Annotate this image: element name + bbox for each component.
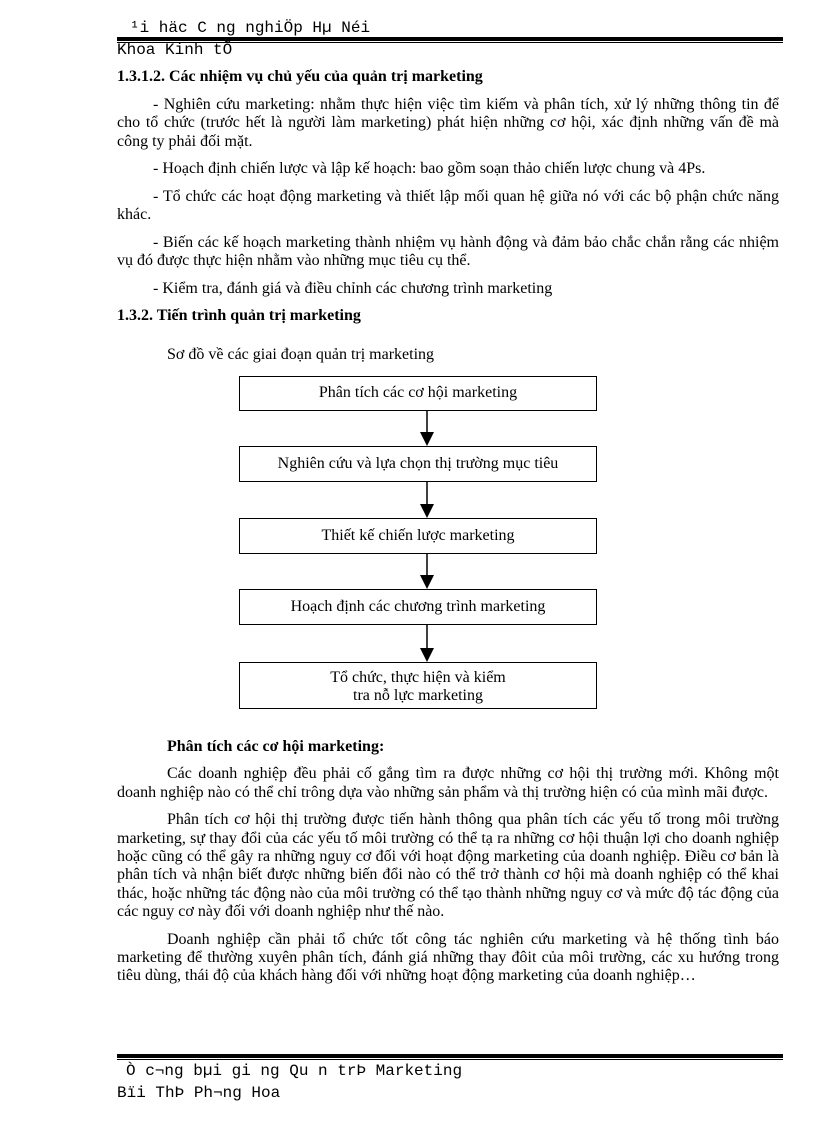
header-university: ¹i häc C ng nghiÖp Hµ Néi xyxy=(130,19,371,37)
task-item: - Biến các kế hoạch marketing thành nhiệm vụ hành động và đảm bảo chắc chắn rằng các nhiệm vụ đó được thực hiện nhằm vào những mục tiêu cụ thể. xyxy=(117,233,779,269)
task-item: - Nghiên cứu marketing: nhằm thực hiện việc tìm kiếm và phân tích, xử lý những thông tin để cho tổ chức (trước hết là người làm marketing) phát hiện những cơ hội, xác định những vấn đề mà công ty phải đối mặt. xyxy=(117,95,779,150)
flow-step-label: Phân tích các cơ hội marketing xyxy=(318,384,518,401)
flow-step-box xyxy=(239,376,597,411)
flow-step-label: Nghiên cứu và lựa chọn thị trường mục tiêu xyxy=(277,455,559,472)
analysis-paragraph: Phân tích cơ hội thị trường được tiến hành thông qua phân tích các yếu tố trong môi trường marketing, sự thay đổi của các yếu tố môi trường có thể tạ ra những cơ hội thuận lợi cho doanh nghiệp hoặc cũng có thể gây ra những nguy cơ đối với hoạt động marketing của doanh nghiệp. Điều cơ bản là phân tích và nhận biết được những biến đổi nào có thể trở thành cơ hội mà doanh nghiệp có thể khai thác, hoặc những tác động nào của môi trường có thể tạo thành những nguy cơ và mức độ tác động của các nguy cơ này đối với doanh nghiệp như thế nào. xyxy=(117,811,779,921)
flow-step-label: Tổ chức, thực hiện và kiểm tra nỗ lực marketing xyxy=(330,669,506,704)
task-item: - Kiểm tra, đánh giá và điều chỉnh các chương trình marketing xyxy=(153,279,553,297)
header-faculty: Khoa Kinh tÕ xyxy=(117,41,233,59)
flow-step-label: Hoạch định các chương trình marketing xyxy=(290,598,546,615)
flow-step-box xyxy=(239,518,597,554)
section-heading: 1.3.2. Tiến trình quản trị marketing xyxy=(117,307,361,324)
analysis-heading: Phân tích các cơ hội marketing: xyxy=(167,738,385,755)
footer-course-title: Ò c¬ng bµi gi ng Qu n trÞ Marketing xyxy=(126,1062,463,1080)
task-item: - Hoạch định chiến lược và lập kế hoạch: bao gồm soạn thảo chiến lược chung và 4Ps. xyxy=(153,160,706,177)
flow-step-box xyxy=(239,589,597,625)
section-heading: 1.3.1.2. Các nhiệm vụ chủ yếu của quản trị marketing xyxy=(117,68,483,85)
footer-rule-thin xyxy=(117,1059,783,1060)
analysis-paragraph: Các doanh nghiệp đều phải cố gắng tìm ra được những cơ hội thị trường mới. Không một doanh nghiệp nào có thể chỉ trông dựa vào những sản phẩm và thị trường hiện có của mình mãi được. xyxy=(117,765,779,801)
footer-rule-thick xyxy=(117,1054,783,1058)
flow-arrow-down-icon xyxy=(417,625,437,662)
flow-arrow-down-icon xyxy=(417,554,437,589)
section-analysis xyxy=(117,738,779,986)
flow-arrow-down-icon xyxy=(417,482,437,518)
flow-step-box xyxy=(239,446,597,482)
task-item: - Tổ chức các hoạt động marketing và thiết lập mối quan hệ giữa nó với các bộ phận chức năng khác. xyxy=(117,187,779,223)
diagram-caption: Sơ đồ về các giai đoạn quản trị marketing xyxy=(167,346,435,363)
footer-author: Bïi ThÞ Ph¬ng Hoa xyxy=(117,1084,281,1102)
analysis-paragraph: Doanh nghiệp cần phải tổ chức tốt công tác nghiên cứu marketing và hệ thống tình báo marketing để thường xuyên phân tích, đánh giá những thay đôit của môi trường, các xu hướng trong tiêu dùng, thái độ của khách hàng đối với những hoạt động marketing của doanh nghiệp… xyxy=(117,930,779,985)
flow-step-box xyxy=(239,662,597,709)
flow-arrow-down-icon xyxy=(417,411,437,446)
section-tasks xyxy=(117,68,779,326)
flow-step-label: Thiết kế chiến lược marketing xyxy=(321,527,515,544)
